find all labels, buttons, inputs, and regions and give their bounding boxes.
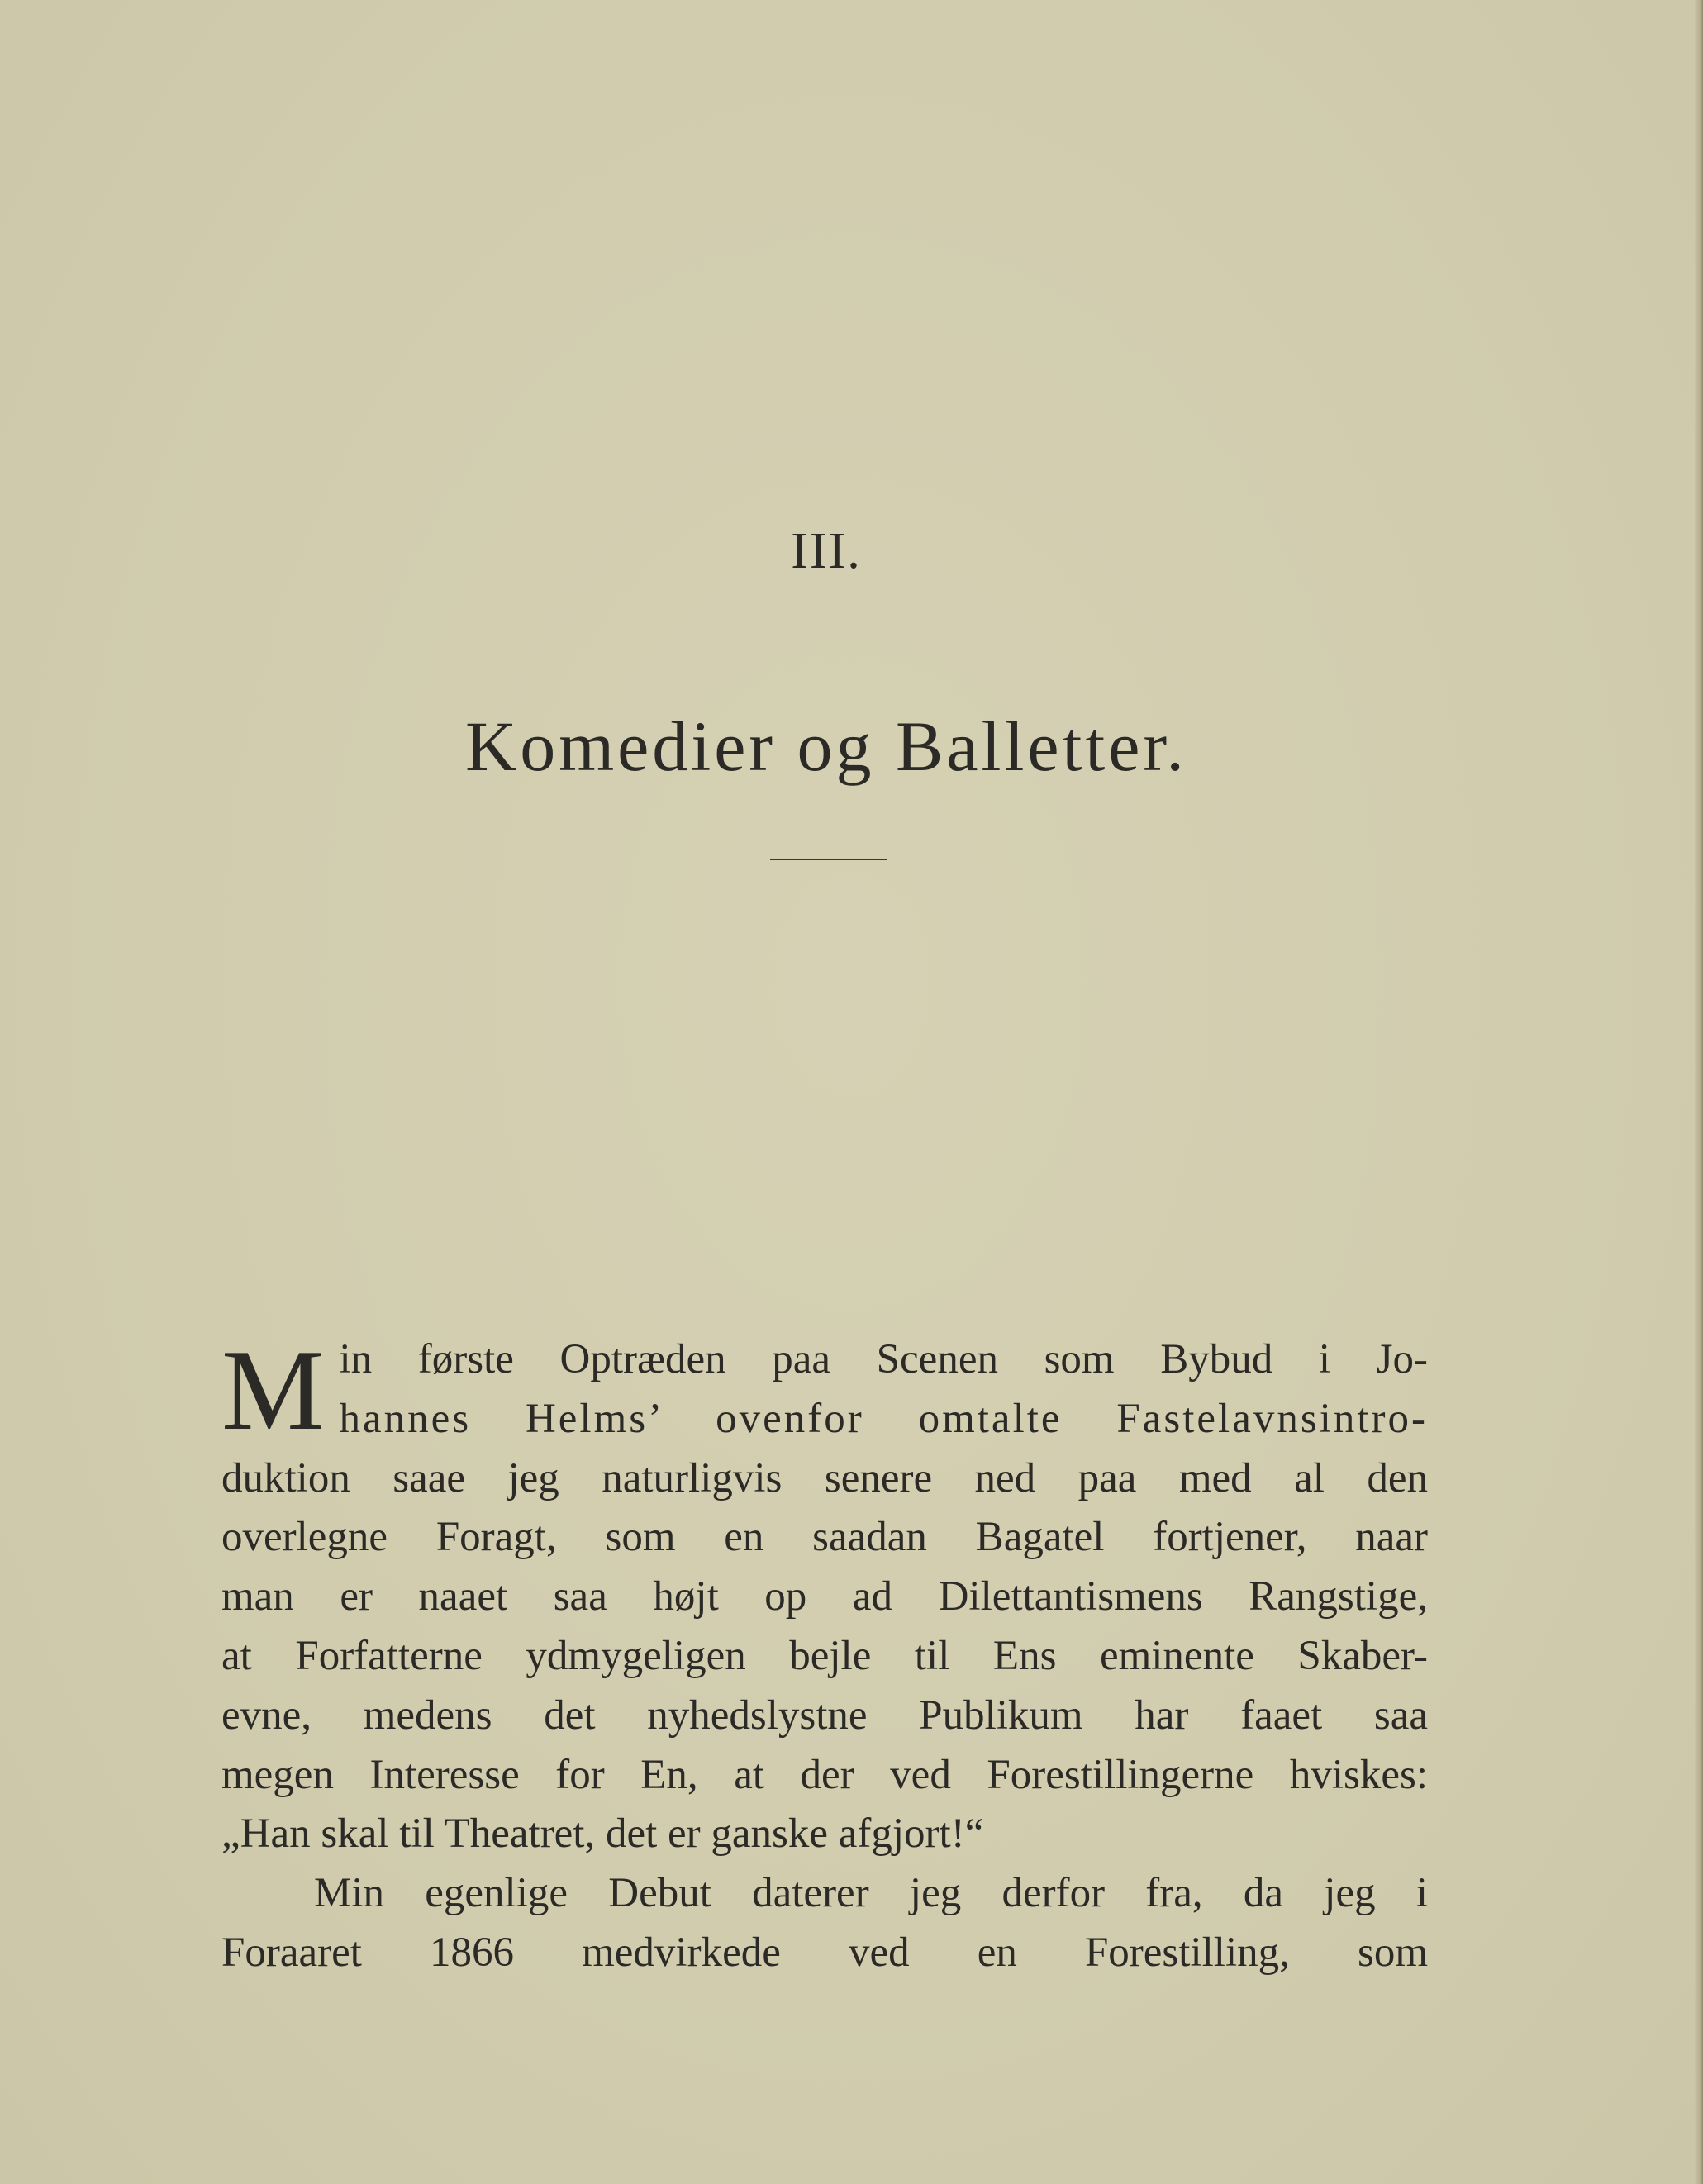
title-divider <box>770 859 887 860</box>
text-line: Min egenlige Debut daterer jeg derfor fra, da jeg i <box>314 1870 1428 1917</box>
paragraph-2 <box>221 1864 1428 1983</box>
body-text <box>221 1326 1428 1983</box>
text-line: hannes Helms’ ovenfor omtalte Fastelavnsintro- <box>339 1395 1428 1442</box>
text-line: duktion saae jeg naturligvis senere ned paa med al den <box>221 1454 1428 1501</box>
text-line: overlegne Foragt, som en saadan Bagatel fortjener, naar <box>221 1514 1428 1561</box>
text-line: Foraaret 1866 medvirkede ved en Forestilling, som <box>221 1929 1428 1976</box>
chapter-number: III. <box>791 523 862 579</box>
chapter-title: Komedier og Balletter. <box>465 706 1187 786</box>
drop-cap: M <box>221 1326 325 1454</box>
paragraph-1 <box>221 1326 1428 1864</box>
text-line: man er naaet saa højt op ad Dilettantismens Rangstige, <box>221 1573 1428 1620</box>
text-line: „Han skal til Theatret, det er ganske afgjort!“ <box>221 1810 984 1858</box>
text-line: in første Optræden paa Scenen som Bybud i Jo- <box>339 1336 1428 1382</box>
page-edge <box>1695 0 1703 2184</box>
text-line: evne, medens det nyhedslystne Publikum har faaet saa <box>221 1692 1428 1739</box>
text-line: megen Interesse for En, at der ved Forestillingerne hviskes: <box>221 1751 1428 1798</box>
text-line: at Forfatterne ydmygeligen bejle til Ens eminente Skaber- <box>221 1632 1428 1679</box>
